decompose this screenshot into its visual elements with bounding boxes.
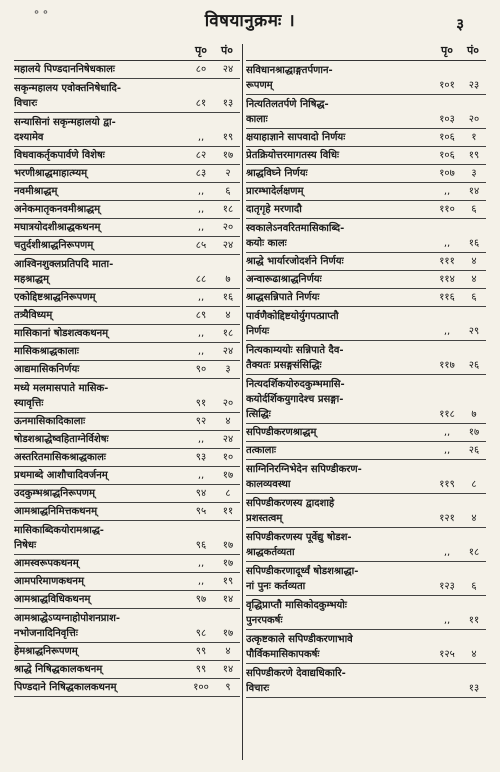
toc-entry [246, 596, 486, 630]
toc-entry [14, 679, 240, 697]
toc-entry [14, 183, 240, 201]
toc-entry-page: १२१ [439, 513, 455, 524]
toc-entry-line: १८ [468, 547, 480, 558]
toc-entry-line: १९ [222, 576, 234, 587]
toc-entry-line: १३ [468, 683, 480, 694]
toc-entry [14, 379, 240, 413]
toc-entry-page: ९० [195, 364, 207, 375]
toc-entry-line: १९ [222, 132, 234, 143]
toc-entry-title: ऊनमासिकादिकालाः [14, 416, 86, 427]
toc-entry-title: आमश्राद्धविधिकथनम् [14, 594, 91, 605]
toc-entry-title: भरणीश्राद्धमाहात्म्यम् [14, 168, 88, 179]
toc-entry-page: ९५ [195, 506, 207, 517]
toc-entry-page: ,, [443, 615, 451, 626]
left-entry-list [14, 61, 240, 697]
toc-entry [246, 460, 486, 494]
toc-entry-title: स्वकालेऽनवरितमासिकाब्दि- कयोः कालः [246, 223, 345, 249]
toc-entry-line: ३ [225, 364, 231, 375]
toc-entry-title: श्राद्धसन्निपाते निर्णयः [246, 292, 320, 303]
toc-entry [14, 289, 240, 307]
toc-entry [246, 664, 486, 698]
toc-entry-page: ,, [197, 558, 205, 569]
toc-entry-title: नवमीश्राद्धम् [14, 186, 58, 197]
toc-entry [14, 431, 240, 449]
toc-entry-title: सकृन्महालय एवोक्तनिषेधादि- विचारः [14, 83, 122, 109]
right-entry-list [246, 61, 486, 698]
toc-entry [14, 661, 240, 679]
toc-entry [246, 307, 486, 341]
toc-entry [14, 485, 240, 503]
page-title: विषयानुक्रमः । [204, 11, 296, 31]
page-number: ३ [456, 15, 464, 33]
toc-entry [14, 361, 240, 379]
line-column-label: पं० [467, 44, 479, 57]
right-column [246, 42, 486, 698]
toc-entry [14, 79, 240, 113]
toc-entry [246, 219, 486, 253]
toc-entry-page: ९७ [195, 594, 207, 605]
toc-entry-line: ११ [468, 615, 480, 626]
toc-entry-line: ११ [222, 506, 234, 517]
toc-entry-line: २६ [468, 445, 480, 456]
toc-entry [246, 253, 486, 271]
page-column-label: पृ० [441, 44, 453, 57]
toc-entry-title: तत्र्यैविध्यम् [14, 310, 53, 321]
toc-entry-title: महालये पिण्डदाननिषेधकालः [14, 64, 115, 75]
toc-entry-page: ९९ [195, 646, 207, 657]
toc-entry-title: आमश्राद्धेऽप्यग्नाहोपोशनप्राश- नभोजनादिनिवृत्तिः [14, 613, 121, 639]
toc-entry-page: ९२ [195, 416, 207, 427]
toc-entry [246, 201, 486, 219]
toc-entry-title: एकोद्दिष्टश्राद्धनिरूपणम् [14, 292, 96, 303]
toc-entry-line: १७ [468, 427, 480, 438]
toc-entry-page: ९६ [195, 540, 207, 551]
toc-entry-page: १०१ [439, 80, 455, 91]
toc-entry-page: १०७ [439, 168, 455, 179]
toc-entry-page: ११९ [439, 479, 455, 490]
toc-entry [14, 61, 240, 79]
toc-entry-line: १९ [468, 150, 480, 161]
toc-entry-line: २३ [468, 80, 480, 91]
toc-entry-title: आद्यमासिकनिर्णयः [14, 364, 80, 375]
toc-entry-line: १ [471, 132, 477, 143]
toc-entry [14, 643, 240, 661]
toc-entry-title: सपिण्डीकरणस्य पूर्वेद्यु षोडश- श्राद्धकर्तव्यता [246, 532, 352, 558]
toc-entry-line: १७ [222, 558, 234, 569]
toc-entry-line: १३ [222, 98, 234, 109]
toc-entry-title: सपिण्डीकरणादूर्ध्वं षोडशश्राद्धा- नां पुनः कर्तव्यता [246, 566, 359, 592]
left-column [14, 42, 240, 697]
toc-entry [246, 375, 486, 424]
toc-entry-page: ,, [197, 222, 205, 233]
toc-entry-title: वृद्धिप्राप्तौ मासिकोदकुम्भयोः पुनरपकर्षः [246, 600, 347, 626]
left-column-header [14, 42, 240, 61]
toc-entry [14, 201, 240, 219]
toc-entry [246, 147, 486, 165]
toc-entry-title: श्राद्धे निषिद्धकालकथनम् [14, 664, 103, 675]
toc-entry-page: ८५ [195, 240, 207, 251]
toc-entry-title: नित्यतिलतर्पणे निषिद्ध- कालाः [246, 99, 329, 125]
toc-entry-page: ८८ [195, 274, 207, 285]
toc-entry-line: १७ [222, 150, 234, 161]
toc-entry [14, 591, 240, 609]
toc-entry-page: ,, [197, 576, 205, 587]
toc-entry-line: ६ [471, 581, 477, 592]
toc-entry-title: आमश्राद्धनिमित्तकथनम् [14, 506, 98, 517]
toc-entry-line: ६ [225, 186, 231, 197]
toc-entry-line: १४ [468, 186, 480, 197]
toc-entry [14, 609, 240, 643]
toc-entry [14, 413, 240, 431]
toc-entry-page: ८२ [195, 150, 207, 161]
toc-entry-page: ,, [197, 470, 205, 481]
toc-entry-title: साग्निनिरग्निभेदेन सपिण्डीकरण- कालव्यवस्था [246, 464, 362, 490]
toc-entry-title: अस्तरितमासिकश्राद्धकालः [14, 452, 106, 463]
toc-entry-page: १०६ [439, 132, 455, 143]
toc-entry [14, 219, 240, 237]
toc-entry-title: प्रेतक्रियोत्तरमागतस्य विधिः [246, 150, 340, 161]
toc-entry-title: पिण्डदाने निषिद्धकालकथनम् [14, 682, 117, 693]
toc-entry-line: १४ [222, 664, 234, 675]
toc-entry-page: ,, [197, 186, 205, 197]
toc-entry [246, 61, 486, 95]
toc-entry-page: ,, [197, 434, 205, 445]
toc-entry-line: ४ [225, 310, 231, 321]
toc-entry-line: ७ [471, 409, 477, 420]
toc-entry-line: ४ [471, 274, 477, 285]
toc-entry [14, 503, 240, 521]
toc-entry-page: ९४ [195, 488, 207, 499]
toc-entry-line: २४ [222, 240, 234, 251]
toc-entry-line: २० [222, 222, 234, 233]
toc-entry [14, 307, 240, 325]
toc-entry-title: क्षयाहाज्ञाने सापवादो निर्णयः [246, 132, 346, 143]
toc-entry [246, 95, 486, 129]
toc-entry-line: १८ [222, 328, 234, 339]
toc-entry-title: प्रारम्भादेर्लक्षणम् [246, 186, 304, 197]
toc-entry-title: मासिकानां षोडशत्वकथनम् [14, 328, 109, 339]
toc-entry-line: ४ [471, 649, 477, 660]
toc-entry-title: मासिकाब्दिकयोरामश्राद्ध- निषेधः [14, 525, 104, 551]
toc-entry-page: ,, [443, 445, 451, 456]
page-column-label: पृ० [195, 44, 207, 57]
toc-entry-title: प्रथमाब्दे आशौचादिवर्जनम् [14, 470, 108, 481]
toc-entry-page: ८९ [195, 310, 207, 321]
toc-entry [246, 494, 486, 528]
toc-entry-title: मासिकश्राद्धकालाः [14, 346, 79, 357]
toc-entry [14, 343, 240, 361]
toc-entry-page: ११० [439, 204, 455, 215]
toc-entry [14, 521, 240, 555]
toc-entry-title: तत्कालाः [246, 445, 277, 456]
page-mark: ॰ ॰ [34, 6, 49, 20]
toc-entry-title: नित्यकाम्ययोः सन्निपाते दैव- तैक्यतः प्रसङ्गसंसिद्धिः [246, 345, 344, 371]
toc-entry-page: १२५ [439, 649, 455, 660]
toc-entry-line: ८ [471, 479, 477, 490]
toc-entry-line: १४ [222, 594, 234, 605]
toc-entry [14, 573, 240, 591]
toc-entry-page: ९९ [195, 664, 207, 675]
toc-entry-page: ,, [197, 346, 205, 357]
toc-entry-line: २४ [222, 346, 234, 357]
toc-entry-page: ८० [195, 64, 207, 75]
toc-entry-line: २६ [468, 360, 480, 371]
toc-entry-line: ७ [225, 274, 231, 285]
toc-entry [14, 237, 240, 255]
toc-entry-page: ११४ [439, 274, 455, 285]
toc-entry-line: २ [225, 168, 231, 179]
toc-entry-line: ४ [225, 416, 231, 427]
toc-entry-title: उत्कृष्टकाले सपिण्डीकरणाभावे पौर्विकमासिकापकर्षः [246, 634, 353, 660]
toc-entry-title: श्राद्धे भार्यारजोदर्शने निर्णयः [246, 256, 344, 267]
toc-entry [14, 555, 240, 573]
toc-entry-page: १२३ [439, 581, 455, 592]
toc-entry-line: २४ [222, 64, 234, 75]
toc-entry-line: १७ [222, 470, 234, 481]
toc-entry [14, 467, 240, 485]
toc-entry-line: ४ [471, 256, 477, 267]
toc-entry-page: ,, [443, 547, 451, 558]
toc-entry-title: नित्यदर्शिकयोरुदकुम्भमासि- कयोर्दर्शिकयुगादेश्च प्रसङ्गा- त्सिद्धिः [246, 379, 345, 420]
toc-entry [14, 449, 240, 467]
toc-entry-title: आमस्वरूपकथनम् [14, 558, 79, 569]
toc-entry-title: चतुर्दशीश्राद्धनिरूपणम् [14, 240, 94, 251]
toc-entry-line: ८ [225, 488, 231, 499]
toc-entry-title: विधवाकर्तृकपार्वणे विशेषः [14, 150, 105, 161]
toc-entry-line: ६ [471, 292, 477, 303]
toc-entry-title: आश्विनशुक्लप्रतिपदि माता- महश्राद्धम् [14, 259, 114, 285]
toc-entry-title: अन्वारूढाश्राद्धनिर्णयः [246, 274, 322, 285]
right-column-header [246, 42, 486, 61]
toc-entry-title: सपिण्डीकरणश्राद्धम् [246, 427, 317, 438]
toc-entry-page: ,, [197, 132, 205, 143]
toc-entry-page: ९८ [195, 628, 207, 639]
toc-entry-page: ८३ [195, 168, 207, 179]
toc-entry-title: सन्यासिनां सकृन्महालयो द्वा- दश्यामेव [14, 117, 116, 143]
line-column-label: पं० [221, 44, 233, 57]
toc-entry [14, 325, 240, 343]
toc-entry-page: ,, [443, 186, 451, 197]
toc-entry-line: २४ [222, 434, 234, 445]
toc-entry [246, 165, 486, 183]
toc-entry [14, 113, 240, 147]
toc-entry-line: २० [222, 398, 234, 409]
toc-entry-title: उदकुम्भश्राद्धनिरूपणम् [14, 488, 95, 499]
toc-entry-line: १८ [222, 204, 234, 215]
toc-entry-page: १०३ [439, 114, 455, 125]
toc-entry-title: आमपरिमाणकथनम् [14, 576, 84, 587]
toc-entry-title: पार्वणैकोद्दिष्टयोर्युगपत्प्राप्तौ निर्णयः [246, 311, 339, 337]
toc-entry [246, 129, 486, 147]
toc-entry [14, 147, 240, 165]
toc-entry [14, 165, 240, 183]
toc-entry-title: श्राद्धविघ्ने निर्णयः [246, 168, 308, 179]
toc-entry-page: ,, [443, 326, 451, 337]
toc-entry-line: १० [222, 452, 234, 463]
toc-entry-page: ,, [443, 238, 451, 249]
column-divider [242, 44, 243, 760]
toc-entry-line: ६ [471, 204, 477, 215]
toc-entry-line: १६ [222, 292, 234, 303]
toc-entry-page: १०० [193, 682, 209, 693]
toc-entry-page: ,, [197, 328, 205, 339]
toc-entry-line: १७ [222, 628, 234, 639]
toc-entry-line: १७ [222, 540, 234, 551]
toc-entry [246, 341, 486, 375]
toc-entry-title: सपिण्डीकरणस्य द्वादशाहे प्रशस्तत्वम् [246, 498, 335, 524]
toc-entry-line: ४ [471, 513, 477, 524]
toc-entry [246, 528, 486, 562]
toc-entry-page: ९३ [195, 452, 207, 463]
toc-entry-title: सविधानश्राद्धाङ्गतर्पणान- रूपणम् [246, 65, 333, 91]
toc-entry [246, 271, 486, 289]
toc-entry-page: १११ [439, 256, 455, 267]
toc-entry-page: ११६ [439, 292, 455, 303]
toc-entry-title: सपिण्डीकरणे देवाद्यधिकारि- विचारः [246, 668, 346, 694]
toc-entry-title: मध्ये मलमासपाते मासिक- स्यावृत्तिः [14, 383, 109, 409]
toc-entry [14, 255, 240, 289]
toc-entry [246, 442, 486, 460]
toc-entry-line: ९ [225, 682, 231, 693]
toc-entry-page: १०६ [439, 150, 455, 161]
toc-entry-title: दातृगृहे मरणादौ [246, 204, 302, 215]
toc-entry-title: हेमश्राद्धनिरूपणम् [14, 646, 78, 657]
toc-entry-page: ,, [197, 204, 205, 215]
toc-entry-title: अनेकमातृकनवमीश्राद्धम् [14, 204, 101, 215]
toc-entry-page: ११७ [439, 360, 455, 371]
toc-entry-page: ११८ [439, 409, 455, 420]
toc-entry-title: मघात्रयोदशीश्राद्धकथनम् [14, 222, 101, 233]
toc-entry [246, 289, 486, 307]
toc-entry-line: २९ [468, 326, 480, 337]
toc-entry [246, 630, 486, 664]
toc-entry-page: ,, [197, 292, 205, 303]
toc-entry [246, 424, 486, 442]
toc-entry-line: ४ [225, 646, 231, 657]
toc-entry [246, 562, 486, 596]
toc-entry-page: ८१ [195, 98, 207, 109]
toc-entry-line: १६ [468, 238, 480, 249]
toc-entry-page: ९१ [195, 398, 207, 409]
toc-entry [246, 183, 486, 201]
toc-entry-line: ३ [471, 168, 477, 179]
toc-entry-line: २० [468, 114, 480, 125]
toc-entry-page: ,, [443, 427, 451, 438]
toc-entry-title: षोडशश्राद्धेष्वहिताग्नेर्विशेषः [14, 434, 109, 445]
